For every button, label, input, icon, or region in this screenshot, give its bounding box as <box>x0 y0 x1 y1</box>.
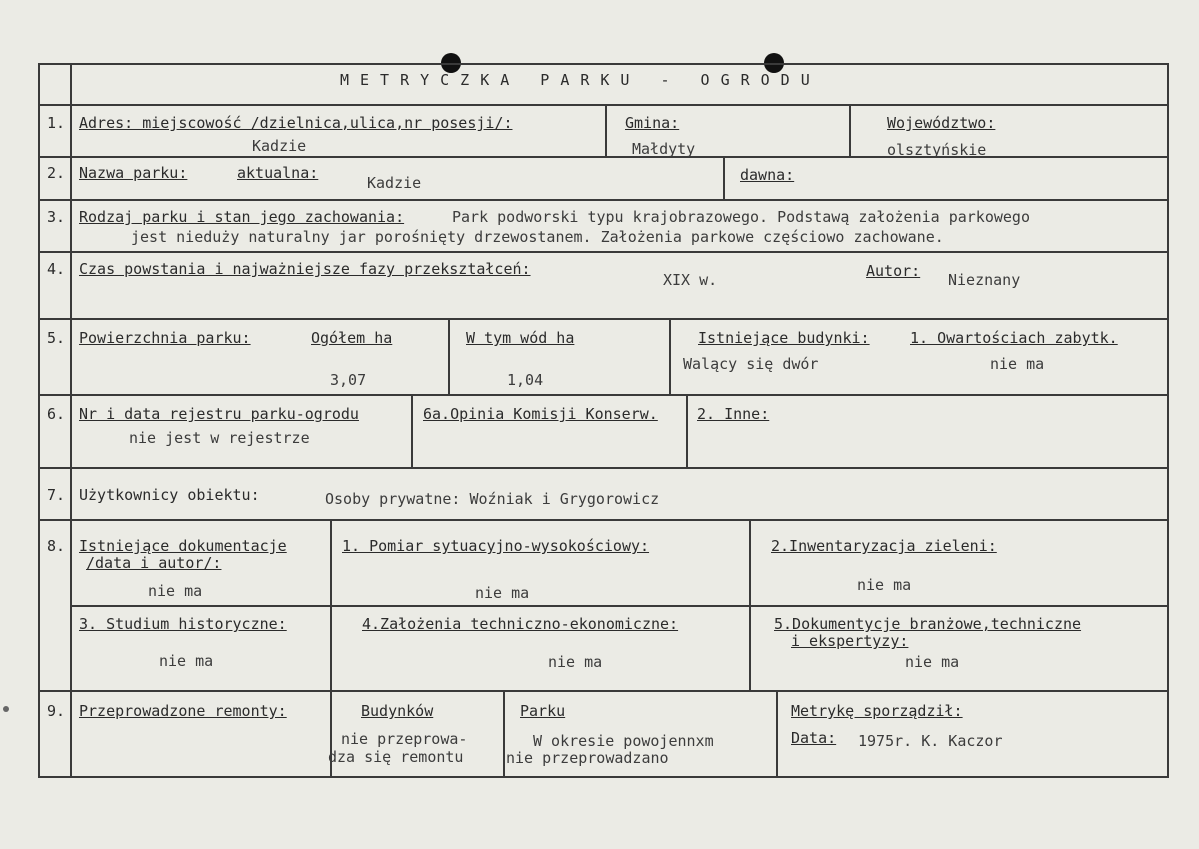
rule-row8-mid <box>70 605 1169 607</box>
history-value: nie ma <box>159 652 214 670</box>
docs-label-line-2: /data i autor/: <box>86 554 222 572</box>
industry-docs-value: nie ma <box>905 653 960 671</box>
buildings-repairs-line-2: dza się remontu <box>328 748 464 766</box>
registry-label: Nr i data rejestru parku-ogrodu <box>79 405 359 423</box>
current-name-label: aktualna: <box>237 164 319 182</box>
origin-value: XIX w. <box>663 271 718 289</box>
technical-value: nie ma <box>548 653 603 671</box>
row-number-8: 8. <box>47 537 66 555</box>
buildings-repairs-label: Budynków <box>361 702 434 720</box>
docs-label-line-1: Istniejące dokumentacje <box>79 537 287 555</box>
address-label: Adres: miejscowość /dzielnica,ulica,nr posesji/: <box>79 114 513 132</box>
date-value: 1975r. K. Kaczor <box>858 732 1003 750</box>
voivodeship-value: olsztyńskie <box>887 141 987 159</box>
park-type-label: Rodzaj parku i stan jego zachowania: <box>79 208 405 226</box>
park-repairs-line-2: nie przeprowadzano <box>506 749 669 767</box>
row-number-3: 3. <box>47 208 66 226</box>
history-label: 3. Studium historyczne: <box>79 615 287 633</box>
rule-row9-b <box>503 690 505 778</box>
park-type-line-1: Park podworski typu krajobrazowego. Podstawą założenia parkowego <box>452 208 1030 226</box>
gmina-value: Małdyty <box>632 140 696 158</box>
conservation-opinion-label: 6a.Opinia Komisji Konserw. <box>423 405 658 423</box>
row-number-2: 2. <box>47 164 66 182</box>
rule-row6-a <box>411 394 413 467</box>
current-name-value: Kadzie <box>367 174 422 192</box>
row-number-6: 6. <box>47 405 66 423</box>
docs-value: nie ma <box>148 582 203 600</box>
monument-value-label: 1. Owartościach zabytk. <box>910 329 1118 347</box>
rule-row3-bottom <box>38 251 1169 253</box>
rule-row4-bottom <box>38 318 1169 320</box>
park-repairs-line-1: W okresie powojennxm <box>533 732 714 750</box>
rule-row1-b <box>849 104 851 156</box>
rule-row2-a <box>723 156 725 199</box>
technical-label: 4.Założenia techniczno-ekonomiczne: <box>362 615 679 633</box>
users-value: Osoby prywatne: Woźniak i Grygorowicz <box>325 490 660 508</box>
buildings-repairs-line-1: nie przeprowa- <box>341 730 468 748</box>
rule-row8-b <box>749 519 751 690</box>
other-label: 2. Inne: <box>697 405 770 423</box>
rule-row8-bottom <box>38 690 1169 692</box>
park-type-line-2: jest nieduży naturalny jar porośnięty drzewostanem. Założenia parkowe częściowo zachowane. <box>131 228 944 246</box>
existing-buildings-value: Walący się dwór <box>683 355 819 373</box>
author-value: Nieznany <box>948 271 1021 289</box>
rule-row5-b <box>669 318 671 394</box>
gmina-label: Gmina: <box>625 114 680 132</box>
park-repairs-label: Parku <box>520 702 566 720</box>
water-area-value: 1,04 <box>507 371 544 389</box>
row-number-9: 9. <box>47 702 66 720</box>
rule-row5-bottom <box>38 394 1169 396</box>
rule-row7-bottom <box>38 519 1169 521</box>
date-label: Data: <box>791 729 837 747</box>
users-label: Użytkownicy obiektu: <box>79 486 260 504</box>
total-area-value: 3,07 <box>330 371 367 389</box>
rule-row1-a <box>605 104 607 156</box>
rule-row6-bottom <box>38 467 1169 469</box>
former-name-label: dawna: <box>740 166 795 184</box>
origin-label: Czas powstania i najważniejsze fazy przekształceń: <box>79 260 531 278</box>
row-number-1: 1. <box>47 114 66 132</box>
rule-row6-b <box>686 394 688 467</box>
survey-value: nie ma <box>475 584 530 602</box>
rule-row2-bottom <box>38 199 1169 201</box>
prepared-by-label: Metrykę sporządził: <box>791 702 963 720</box>
survey-label: 1. Pomiar sytuacyjno-wysokościowy: <box>342 537 650 555</box>
rule-row8-a <box>330 519 332 690</box>
industry-docs-label-line-1: 5.Dokumentycje branżowe,techniczne <box>774 615 1082 633</box>
margin-mark <box>3 706 9 712</box>
water-area-label: W tym wód ha <box>466 329 575 347</box>
area-label: Powierzchnia parku: <box>79 329 251 347</box>
row-number-7: 7. <box>47 486 66 504</box>
existing-buildings-label: Istniejące budynki: <box>698 329 870 347</box>
address-value: Kadzie <box>252 137 307 155</box>
form-title: METRYCZKA PARKU - OGRODU <box>340 71 821 89</box>
rule-number-column <box>70 63 72 778</box>
park-name-label: Nazwa parku: <box>79 164 188 182</box>
author-label: Autor: <box>866 262 921 280</box>
greenery-value: nie ma <box>857 576 912 594</box>
registry-value: nie jest w rejestrze <box>129 429 310 447</box>
row-number-4: 4. <box>47 260 66 278</box>
rule-title-bottom <box>38 104 1169 106</box>
monument-value: nie ma <box>990 355 1045 373</box>
total-area-label: Ogółem ha <box>311 329 393 347</box>
rule-row1-bottom <box>38 156 1169 158</box>
rule-row5-a <box>448 318 450 394</box>
row-number-5: 5. <box>47 329 66 347</box>
repairs-label: Przeprowadzone remonty: <box>79 702 287 720</box>
rule-row9-c <box>776 690 778 778</box>
industry-docs-label-line-2: i ekspertyzy: <box>791 632 909 650</box>
voivodeship-label: Województwo: <box>887 114 996 132</box>
greenery-label: 2.Inwentaryzacja zieleni: <box>771 537 997 555</box>
